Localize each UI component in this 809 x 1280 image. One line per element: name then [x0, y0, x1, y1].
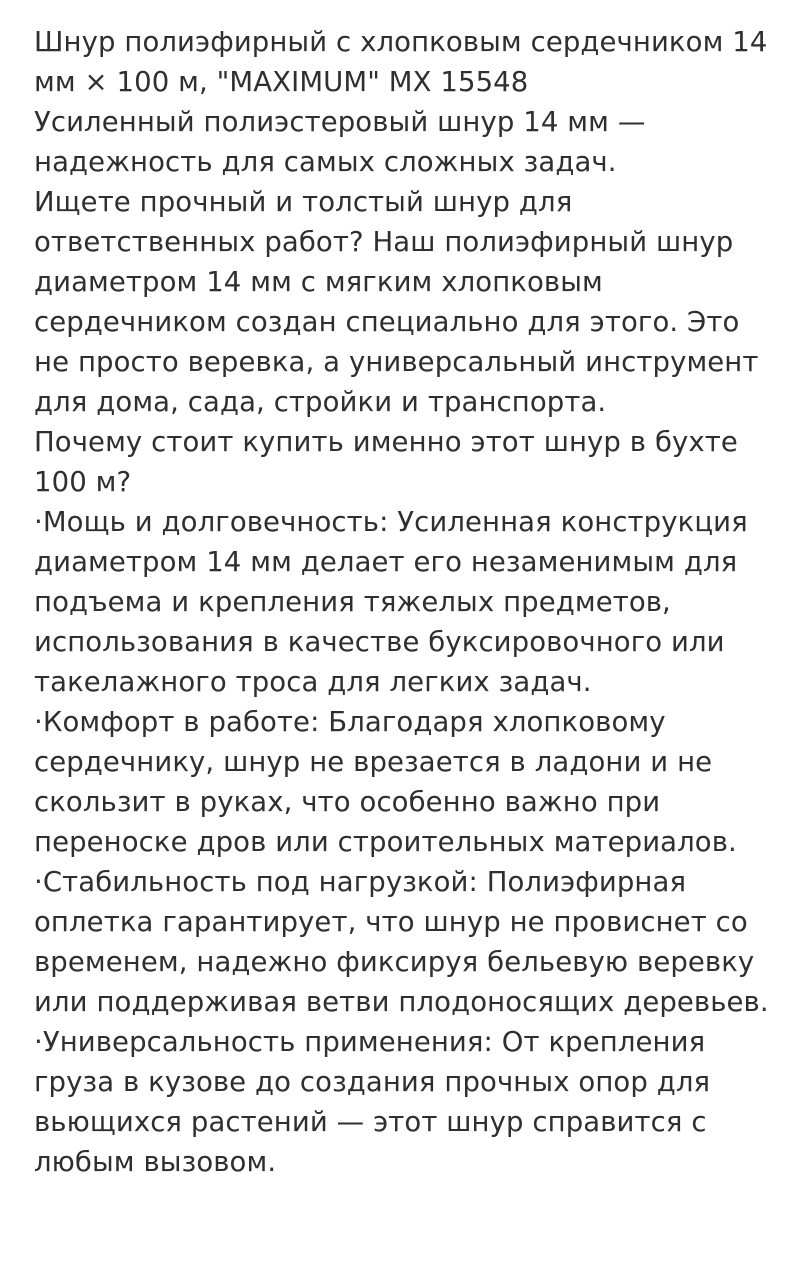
product-intro: Ищете прочный и толстый шнур для ответственных работ? Наш полиэфирный шнур диаметром 14 мм с мягким хлопковым сердечником создан специально для этого. Это не просто веревка, а универсальный инструмент для дома, сада, стройки и транспорта. — [34, 186, 768, 418]
product-title: Шнур полиэфирный с хлопковым сердечником 14 мм × 100 м, "MAXIMUM" MX 15548 — [34, 26, 777, 98]
product-description — [34, 22, 777, 1182]
benefit-item-strength: ·Мощь и долговечность: Усиленная конструкция диаметром 14 мм делает его незаменимым для подъема и крепления тяжелых предметов, использования в качестве буксировочного или такелажного троса для легких задач. — [34, 506, 757, 698]
benefit-item-comfort: ·Комфорт в работе: Благодаря хлопковому сердечнику, шнур не врезается в ладони и не скользит в руках, что особенно важно при переноске дров или строительных материалов. — [34, 706, 737, 858]
product-question: Почему стоит купить именно этот шнур в бухте 100 м? — [34, 426, 747, 498]
benefit-item-versatility: ·Универсальность применения: От крепления груза в кузове до создания прочных опор для вьющихся растений — этот шнур справится с любым вызовом. — [34, 1026, 720, 1178]
product-subtitle: Усиленный полиэстеровый шнур 14 мм — надежность для самых сложных задач. — [34, 106, 655, 178]
benefit-item-stability: ·Стабильность под нагрузкой: Полиэфирная оплетка гарантирует, что шнур не провиснет со временем, надежно фиксируя бельевую веревку или поддерживая ветви плодоносящих деревьев. — [34, 866, 769, 1018]
